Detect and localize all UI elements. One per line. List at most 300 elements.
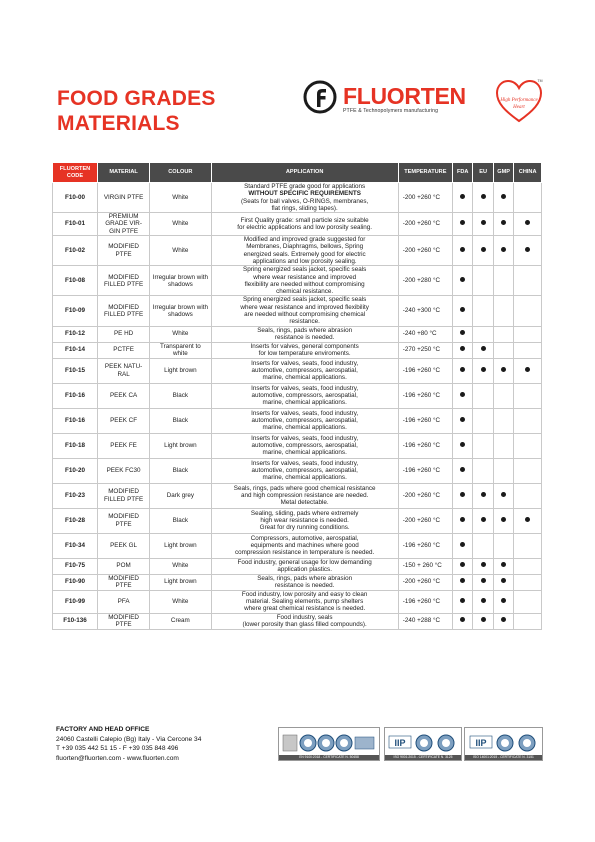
cell-gmp bbox=[493, 183, 513, 213]
application-line: where wear resistance and improved bbox=[253, 273, 357, 281]
cell-application bbox=[211, 183, 398, 213]
application-line: marine, chemical applications. bbox=[262, 474, 347, 482]
cell-fda bbox=[452, 213, 472, 236]
cell-code: F10-136 bbox=[53, 613, 98, 629]
approved-dot-icon bbox=[460, 617, 465, 622]
approved-dot-icon bbox=[501, 367, 506, 372]
approved-dot-icon bbox=[481, 346, 486, 351]
cell-code: F10-08 bbox=[53, 266, 98, 296]
certification-caption-3: ISO 14001:2015 - CERTIFICATE N. 3151 bbox=[465, 755, 542, 760]
cell-material: PREMIUM GRADE VIR-GIN PTFE bbox=[98, 213, 150, 236]
application-line: Food industry, general usage for low demanding bbox=[237, 558, 372, 566]
cell-fda bbox=[452, 533, 472, 558]
header-china: CHINA bbox=[514, 163, 542, 183]
cell-china bbox=[514, 326, 542, 342]
cell-fda bbox=[452, 266, 472, 296]
cell-china bbox=[514, 458, 542, 483]
application-line: where wear resistance and improved flexibility bbox=[240, 303, 369, 311]
approved-dot-icon bbox=[501, 492, 506, 497]
cell-china bbox=[514, 236, 542, 266]
cell-code: F10-18 bbox=[53, 433, 98, 458]
certification-seals-icon bbox=[282, 733, 376, 755]
approved-dot-icon bbox=[460, 467, 465, 472]
application-line: WITHOUT SPECIFIC REQUIREMENTS bbox=[248, 190, 361, 198]
cell-gmp bbox=[493, 458, 513, 483]
page-title-line1: FOOD GRADES bbox=[57, 87, 216, 110]
cell-fda bbox=[452, 408, 472, 433]
application-line: automotive, compressors, aerospatial, bbox=[251, 366, 358, 374]
certification-caption-1: EN 9100:2018 - CERTIFICATE N. 50458 bbox=[279, 755, 379, 760]
cell-gmp bbox=[493, 533, 513, 558]
cell-code: F10-16 bbox=[53, 383, 98, 408]
cell-fda bbox=[452, 236, 472, 266]
application-line: flexibility are needed without compromising bbox=[244, 280, 365, 288]
cell-gmp bbox=[493, 558, 513, 574]
cell-gmp bbox=[493, 266, 513, 296]
cell-material: PCTFE bbox=[98, 342, 150, 358]
cell-china bbox=[514, 383, 542, 408]
cell-temperature: -150 + 260 °C bbox=[398, 558, 452, 574]
cell-temperature: -240 +288 °C bbox=[398, 613, 452, 629]
cell-gmp bbox=[493, 383, 513, 408]
cell-material: MODIFIED PTFE bbox=[98, 574, 150, 590]
approved-dot-icon bbox=[525, 367, 530, 372]
cell-china bbox=[514, 408, 542, 433]
table-row bbox=[53, 296, 542, 326]
cell-eu bbox=[473, 574, 493, 590]
certification-badge-1 bbox=[278, 727, 380, 761]
cell-colour: Black bbox=[150, 458, 211, 483]
application-line: application plastics. bbox=[277, 566, 332, 574]
table-row bbox=[53, 342, 542, 358]
cell-code: F10-75 bbox=[53, 558, 98, 574]
cell-gmp bbox=[493, 508, 513, 533]
approved-dot-icon bbox=[481, 220, 486, 225]
cell-gmp bbox=[493, 613, 513, 629]
application-line: automotive, compressors, aerospatial, bbox=[251, 416, 358, 424]
cell-eu bbox=[473, 508, 493, 533]
cell-fda bbox=[452, 183, 472, 213]
table-row bbox=[53, 574, 542, 590]
cell-colour: Light brown bbox=[150, 533, 211, 558]
cell-code: F10-01 bbox=[53, 213, 98, 236]
cell-gmp bbox=[493, 408, 513, 433]
cell-temperature: -200 +260 °C bbox=[398, 508, 452, 533]
cell-temperature: -200 +260 °C bbox=[398, 483, 452, 508]
cell-application bbox=[211, 358, 398, 383]
cell-application bbox=[211, 213, 398, 236]
approved-dot-icon bbox=[460, 392, 465, 397]
application-line: are needed without compromising chemical bbox=[244, 311, 366, 319]
approved-dot-icon bbox=[481, 247, 486, 252]
cell-gmp bbox=[493, 236, 513, 266]
cell-code: F10-16 bbox=[53, 408, 98, 433]
header-gmp: GMP bbox=[493, 163, 513, 183]
approved-dot-icon bbox=[481, 578, 486, 583]
cell-application bbox=[211, 296, 398, 326]
cell-colour: Dark grey bbox=[150, 483, 211, 508]
cell-material: MODIFIED PTFE bbox=[98, 508, 150, 533]
cell-code: F10-02 bbox=[53, 236, 98, 266]
approved-dot-icon bbox=[460, 542, 465, 547]
footer-street: 24060 Castelli Calepio (Bg) Italy - Via Cercone 34 bbox=[56, 735, 202, 743]
cell-code: F10-14 bbox=[53, 342, 98, 358]
fluorten-logo-icon bbox=[303, 80, 337, 114]
approved-dot-icon bbox=[481, 517, 486, 522]
approved-dot-icon bbox=[460, 598, 465, 603]
header-fda: FDA bbox=[452, 163, 472, 183]
table-row bbox=[53, 590, 542, 613]
cell-application bbox=[211, 574, 398, 590]
cell-material: PEEK NATU-RAL bbox=[98, 358, 150, 383]
cell-eu bbox=[473, 342, 493, 358]
application-line: high wear resistance is needed. bbox=[260, 516, 349, 524]
cell-colour: Light brown bbox=[150, 358, 211, 383]
cell-china bbox=[514, 508, 542, 533]
cell-material: PFA bbox=[98, 590, 150, 613]
cell-gmp bbox=[493, 590, 513, 613]
iip-certification-icon bbox=[469, 733, 539, 755]
cell-code: F10-23 bbox=[53, 483, 98, 508]
approved-dot-icon bbox=[481, 562, 486, 567]
cell-code: F10-90 bbox=[53, 574, 98, 590]
cell-colour: White bbox=[150, 183, 211, 213]
cell-code: F10-28 bbox=[53, 508, 98, 533]
cell-fda bbox=[452, 483, 472, 508]
cell-colour: White bbox=[150, 326, 211, 342]
application-line: marine, chemical applications. bbox=[262, 449, 347, 457]
application-line: automotive, compressors, aerospatial, bbox=[251, 391, 358, 399]
cell-china bbox=[514, 533, 542, 558]
table-row bbox=[53, 383, 542, 408]
cell-eu bbox=[473, 213, 493, 236]
table-row bbox=[53, 433, 542, 458]
cell-application bbox=[211, 613, 398, 629]
cell-temperature: -200 +260 °C bbox=[398, 183, 452, 213]
approved-dot-icon bbox=[501, 578, 506, 583]
cell-material: PEEK CA bbox=[98, 383, 150, 408]
application-line: Spring energized seals jacket, specific seals bbox=[243, 296, 367, 304]
application-line: Sealing, sliding, pads where extremely bbox=[250, 509, 359, 517]
cell-china bbox=[514, 183, 542, 213]
footer-web: fluorten@fluorten.com - www.fluorten.com bbox=[56, 754, 179, 762]
table-row bbox=[53, 458, 542, 483]
approved-dot-icon bbox=[460, 307, 465, 312]
cell-code: F10-15 bbox=[53, 358, 98, 383]
cell-colour: White bbox=[150, 213, 211, 236]
cell-colour: Transparent to white bbox=[150, 342, 211, 358]
approved-dot-icon bbox=[481, 367, 486, 372]
cell-colour: White bbox=[150, 558, 211, 574]
cell-colour: Black bbox=[150, 383, 211, 408]
table-row bbox=[53, 236, 542, 266]
application-line: Inserts for valves, seats, food industry, bbox=[251, 459, 359, 467]
cell-application bbox=[211, 266, 398, 296]
approved-dot-icon bbox=[460, 367, 465, 372]
footer-phone: T +39 035 442 51 15 - F +39 035 848 496 bbox=[56, 745, 179, 753]
table-row bbox=[53, 508, 542, 533]
cell-fda bbox=[452, 458, 472, 483]
cell-gmp bbox=[493, 326, 513, 342]
application-line: resistance is needed. bbox=[274, 582, 335, 590]
cell-eu bbox=[473, 236, 493, 266]
application-line: energized seals. Extremely good for electric bbox=[243, 250, 366, 258]
application-line: First Quality grade: small particle size suitable bbox=[240, 216, 369, 224]
application-line: Seals, rings, pads where abrasion bbox=[257, 326, 353, 334]
cell-application bbox=[211, 508, 398, 533]
application-line: flat rings, sliding tapes). bbox=[271, 204, 338, 212]
cell-temperature: -196 +260 °C bbox=[398, 383, 452, 408]
cell-material: POM bbox=[98, 558, 150, 574]
cell-china bbox=[514, 266, 542, 296]
cell-fda bbox=[452, 358, 472, 383]
application-line: Spring energized seals jacket, specific seals bbox=[243, 266, 367, 274]
high-performance-heart-icon bbox=[493, 77, 545, 125]
cell-material: MODIFIED FILLED PTFE bbox=[98, 483, 150, 508]
cell-eu bbox=[473, 613, 493, 629]
application-line: compression resistance in temperature is needed. bbox=[234, 549, 375, 557]
page-title-line2: MATERIALS bbox=[57, 112, 180, 135]
approved-dot-icon bbox=[460, 330, 465, 335]
approved-dot-icon bbox=[460, 417, 465, 422]
approved-dot-icon bbox=[501, 247, 506, 252]
cell-gmp bbox=[493, 574, 513, 590]
page-title bbox=[57, 86, 216, 136]
svg-text:IIP: IIP bbox=[474, 738, 487, 748]
application-line: Great for dry running conditions. bbox=[259, 524, 350, 532]
approved-dot-icon bbox=[481, 598, 486, 603]
footer-address bbox=[56, 725, 201, 763]
cell-temperature: -196 +260 °C bbox=[398, 533, 452, 558]
cell-eu bbox=[473, 533, 493, 558]
application-line: Compressors, automotive, aerospatial, bbox=[250, 534, 359, 542]
cell-application bbox=[211, 458, 398, 483]
application-line: for electric applications and low porosity sealing. bbox=[237, 224, 373, 232]
application-line: (lower porosity than glass filled compounds). bbox=[242, 621, 367, 629]
application-line: automotive, compressors, aerospatial, bbox=[251, 466, 358, 474]
approved-dot-icon bbox=[460, 247, 465, 252]
cell-eu bbox=[473, 483, 493, 508]
cell-code: F10-00 bbox=[53, 183, 98, 213]
approved-dot-icon bbox=[501, 617, 506, 622]
application-line: Inserts for valves, seats, food industry, bbox=[251, 359, 359, 367]
table-row bbox=[53, 213, 542, 236]
cell-colour: Irregular brown with shadows bbox=[150, 296, 211, 326]
cell-eu bbox=[473, 558, 493, 574]
cell-china bbox=[514, 342, 542, 358]
approved-dot-icon bbox=[481, 617, 486, 622]
application-line: Inserts for valves, seats, food industry, bbox=[251, 409, 359, 417]
cell-eu bbox=[473, 590, 493, 613]
application-line: Standard PTFE grade good for applications bbox=[244, 183, 366, 190]
cell-material: PEEK CF bbox=[98, 408, 150, 433]
application-line: (Seats for ball valves, O-RINGS, membranes, bbox=[240, 197, 369, 205]
table-row bbox=[53, 533, 542, 558]
cell-application bbox=[211, 236, 398, 266]
cell-temperature: -196 +260 °C bbox=[398, 358, 452, 383]
cell-fda bbox=[452, 342, 472, 358]
header-application: APPLICATION bbox=[211, 163, 398, 183]
cell-code: F10-99 bbox=[53, 590, 98, 613]
cell-application bbox=[211, 326, 398, 342]
cell-material: PEEK GL bbox=[98, 533, 150, 558]
cell-code: F10-34 bbox=[53, 533, 98, 558]
cell-fda bbox=[452, 508, 472, 533]
cell-eu bbox=[473, 326, 493, 342]
cell-colour: White bbox=[150, 590, 211, 613]
application-line: Inserts for valves, general components bbox=[250, 342, 359, 350]
cell-gmp bbox=[493, 358, 513, 383]
cell-fda bbox=[452, 613, 472, 629]
approved-dot-icon bbox=[525, 517, 530, 522]
cell-fda bbox=[452, 383, 472, 408]
cell-code: F10-12 bbox=[53, 326, 98, 342]
application-line: chemical resistance. bbox=[276, 288, 334, 296]
cell-china bbox=[514, 358, 542, 383]
approved-dot-icon bbox=[460, 220, 465, 225]
application-line: marine, chemical applications. bbox=[262, 374, 347, 382]
approved-dot-icon bbox=[460, 194, 465, 199]
cell-application bbox=[211, 483, 398, 508]
cell-china bbox=[514, 483, 542, 508]
application-line: where great chemical resistance is needed. bbox=[244, 605, 366, 613]
certification-caption-2: ISO 9001:2015 - CERTIFICATE N. 3125 bbox=[385, 755, 461, 760]
approved-dot-icon bbox=[460, 277, 465, 282]
application-line: automotive, compressors, aerospatial, bbox=[251, 441, 358, 449]
table-row bbox=[53, 266, 542, 296]
cell-eu bbox=[473, 458, 493, 483]
materials-table bbox=[52, 162, 542, 630]
application-line: marine, chemical applications. bbox=[262, 424, 347, 432]
cell-temperature: -196 +260 °C bbox=[398, 408, 452, 433]
cell-material: MODIFIED PTFE bbox=[98, 613, 150, 629]
cell-fda bbox=[452, 296, 472, 326]
table-row bbox=[53, 183, 542, 213]
cell-temperature: -196 +260 °C bbox=[398, 433, 452, 458]
approved-dot-icon bbox=[501, 517, 506, 522]
approved-dot-icon bbox=[481, 492, 486, 497]
approved-dot-icon bbox=[460, 346, 465, 351]
cell-fda bbox=[452, 558, 472, 574]
svg-text:TM: TM bbox=[537, 79, 543, 83]
cell-application bbox=[211, 383, 398, 408]
cell-fda bbox=[452, 574, 472, 590]
table-row bbox=[53, 326, 542, 342]
header-material: MATERIAL bbox=[98, 163, 150, 183]
cell-gmp bbox=[493, 483, 513, 508]
cell-gmp bbox=[493, 433, 513, 458]
cell-temperature: -240 +300 °C bbox=[398, 296, 452, 326]
approved-dot-icon bbox=[460, 562, 465, 567]
cell-china bbox=[514, 558, 542, 574]
cell-temperature: -200 +280 °C bbox=[398, 266, 452, 296]
cell-application bbox=[211, 408, 398, 433]
svg-text:High Performance: High Performance bbox=[500, 98, 538, 103]
application-line: resistance is needed. bbox=[274, 334, 335, 342]
approved-dot-icon bbox=[525, 247, 530, 252]
header-colour: COLOUR bbox=[150, 163, 211, 183]
cell-gmp bbox=[493, 213, 513, 236]
cell-colour: Light brown bbox=[150, 574, 211, 590]
application-line: marine, chemical applications. bbox=[262, 399, 347, 407]
approved-dot-icon bbox=[460, 578, 465, 583]
approved-dot-icon bbox=[460, 492, 465, 497]
application-line: and high compression resistance are needed. bbox=[240, 491, 369, 499]
table-row bbox=[53, 358, 542, 383]
approved-dot-icon bbox=[501, 598, 506, 603]
cell-colour: Black bbox=[150, 408, 211, 433]
cell-eu bbox=[473, 358, 493, 383]
cell-colour: Light brown bbox=[150, 433, 211, 458]
cell-temperature: -196 +260 °C bbox=[398, 590, 452, 613]
cell-eu bbox=[473, 408, 493, 433]
cell-temperature: -200 +260 °C bbox=[398, 236, 452, 266]
approved-dot-icon bbox=[501, 194, 506, 199]
cell-china bbox=[514, 213, 542, 236]
application-line: Inserts for valves, seats, food industry, bbox=[251, 384, 359, 392]
cell-application bbox=[211, 533, 398, 558]
approved-dot-icon bbox=[481, 194, 486, 199]
svg-text:Heart: Heart bbox=[513, 105, 525, 110]
table-row bbox=[53, 558, 542, 574]
table-header-row bbox=[53, 163, 542, 183]
cell-application bbox=[211, 558, 398, 574]
svg-text:IIP: IIP bbox=[394, 738, 406, 748]
header-code: FLUORTEN CODE bbox=[53, 163, 98, 183]
cell-material: PEEK FC30 bbox=[98, 458, 150, 483]
application-line: equipments and machines where good bbox=[250, 541, 359, 549]
cell-application bbox=[211, 342, 398, 358]
cell-colour: Cream bbox=[150, 613, 211, 629]
cell-application bbox=[211, 433, 398, 458]
cell-gmp bbox=[493, 342, 513, 358]
cell-material: MODIFIED PTFE bbox=[98, 236, 150, 266]
table-row bbox=[53, 613, 542, 629]
header-temperature: TEMPERATURE bbox=[398, 163, 452, 183]
footer-heading: FACTORY AND HEAD OFFICE bbox=[56, 726, 150, 733]
cell-eu bbox=[473, 296, 493, 326]
cell-fda bbox=[452, 433, 472, 458]
cell-china bbox=[514, 296, 542, 326]
brand-tagline: PTFE & Technopolymers manufacturing bbox=[343, 108, 439, 114]
cell-fda bbox=[452, 590, 472, 613]
cell-china bbox=[514, 574, 542, 590]
cell-temperature: -240 +80 °C bbox=[398, 326, 452, 342]
cell-colour: Irregular brown with shadows bbox=[150, 266, 211, 296]
application-line: Modified and improved grade suggested for bbox=[243, 236, 366, 244]
approved-dot-icon bbox=[501, 562, 506, 567]
cell-temperature: -270 +250 °C bbox=[398, 342, 452, 358]
application-line: Seals, rings, pads where good chemical resistance bbox=[233, 484, 376, 492]
application-line: Food industry, low porosity and easy to clean bbox=[241, 590, 368, 598]
application-line: Food industry, seals bbox=[276, 613, 333, 621]
application-line: Seals, rings, pads where abrasion bbox=[257, 574, 353, 582]
cell-eu bbox=[473, 266, 493, 296]
cell-material: VIRGIN PTFE bbox=[98, 183, 150, 213]
approved-dot-icon bbox=[501, 220, 506, 225]
certification-badge-3 bbox=[464, 727, 543, 761]
cell-china bbox=[514, 590, 542, 613]
cell-fda bbox=[452, 326, 472, 342]
cell-code: F10-20 bbox=[53, 458, 98, 483]
table-row bbox=[53, 483, 542, 508]
application-line: applications and low porosity sealing. bbox=[252, 257, 357, 265]
application-line: Inserts for valves, seats, food industry, bbox=[251, 434, 359, 442]
iip-certification-icon bbox=[388, 733, 458, 755]
cell-china bbox=[514, 613, 542, 629]
application-line: for low temperature enviroments. bbox=[258, 350, 351, 358]
application-line: Membranes, Diaphragms, bellows, Spring bbox=[246, 243, 364, 251]
